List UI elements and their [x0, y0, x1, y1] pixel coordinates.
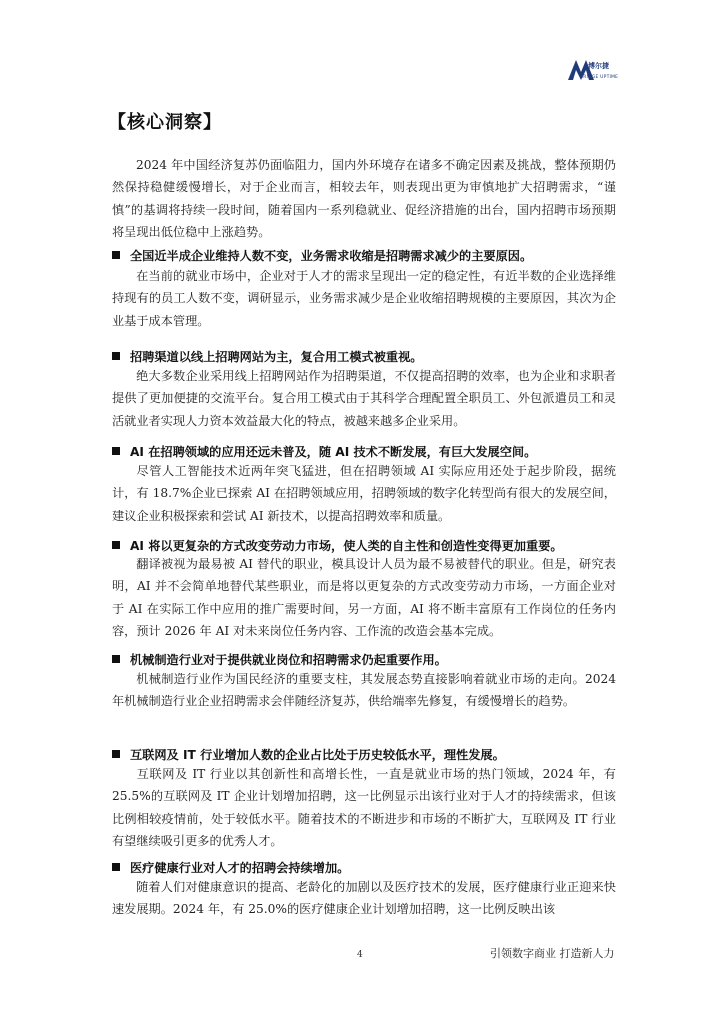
- insight-body: 在当前的就业市场中，企业对于人才的需求呈现出一定的稳定性，有近半数的企业选择维持现有的员工人数不变，调研显示，业务需求减少是企业收缩招聘规模的主要原因，其次为企业基于成本管理。: [112, 269, 616, 328]
- footer-slogan: 引领数字商业 打造新人力: [490, 947, 615, 960]
- section-title: 【核心洞察】: [108, 112, 222, 133]
- insight-body: 机械制造行业作为国民经济的重要支柱，其发展态势直接影响着就业市场的走向。2024 年机械制造行业企业招聘需求会伴随经济复苏，供给端率先修复，有缓慢增长的趋势。: [112, 672, 616, 709]
- bullet-square-icon: [112, 352, 120, 360]
- insight-body: 尽管人工智能技术近两年突飞猛进，但在招聘领域 AI 实际应用还处于起步阶段，据统计，有 18.7%企业已探索 AI 在招聘领域应用，招聘领域的数字化转型尚有很大的发展空间，建议企业积极探索和尝试 AI 新技术，以提高招聘效率和质量。: [112, 464, 616, 523]
- insight-heading: 医疗健康行业对人才的招聘会持续增加。: [112, 859, 622, 876]
- bullet-square-icon: [112, 655, 120, 663]
- insight-body: 绝大多数企业采用线上招聘网站作为招聘渠道，不仅提高招聘的效率，也为企业和求职者提供了更加便捷的交流平台。复合用工模式由于其科学合理配置全职员工、外包派遣员工和灵活就业者实现人力资本效益最大化的特点，被越来越多企业采用。: [112, 369, 616, 428]
- company-logo: [566, 56, 626, 86]
- bullet-square-icon: [112, 251, 120, 259]
- logo-cn-text: 博尔捷: [588, 62, 609, 70]
- insight-body: 翻译被视为最易被 AI 替代的职业，模具设计人员为最不易被替代的职业。但是，研究表明，AI 并不会简单地替代某些职业，而是将以更复杂的方式改变劳动力市场，一方面企业对于 AI 在实际工作中应用的推广需要时间，另一方面，AI 将不断丰富原有工作岗位的任务内容，预计 2026 年 AI 对未来岗位任务内容、工作流的改造会基本完成。: [112, 557, 616, 639]
- bullet-square-icon: [112, 447, 120, 455]
- logo-en-text: BRIDGE UPTIME: [580, 75, 619, 80]
- bullet-square-icon: [112, 863, 120, 871]
- insight-heading: 全国近半成企业维持人数不变，业务需求收缩是招聘需求减少的主要原因。: [112, 247, 622, 264]
- insight-heading: 互联网及 IT 行业增加人数的企业占比处于历史较低水平，理性发展。: [112, 746, 622, 763]
- intro-text: 2024 年中国经济复苏仍面临阻力，国内外环境存在诸多不确定因素及挑战，整体预期仍然保持稳健缓慢增长，对于企业而言，相较去年，则表现出更为审慎地扩大招聘需求，“谨慎”的基调将持续一段时间，随着国内一系列稳就业、促经济措施的出台，国内招聘市场预期将呈现出低位稳中上涨趋势。: [112, 158, 616, 240]
- bullet-square-icon: [112, 750, 120, 758]
- insight-body: 互联网及 IT 行业以其创新性和高增长性，一直是就业市场的热门领域，2024 年，有 25.5%的互联网及 IT 企业计划增加招聘，这一比例显示出该行业对于人才的持续需求，但该比例相较疫情前，处于较低水平。随着技术的不断进步和市场的不断扩大，互联网及 IT 行业有望继续吸引更多的优秀人才。: [112, 767, 616, 849]
- intro-paragraph: [112, 154, 616, 244]
- insight-heading: 机械制造行业对于提供就业岗位和招聘需求仍起重要作用。: [112, 651, 622, 668]
- page-number: 4: [357, 950, 363, 960]
- insight-body: 随着人们对健康意识的提高、老龄化的加剧以及医疗技术的发展，医疗健康行业正迎来快速发展期。2024 年，有 25.0%的医疗健康企业计划增加招聘，这一比例反映出该: [112, 880, 616, 917]
- insight-heading: AI 在招聘领域的应用还远未普及，随 AI 技术不断发展，有巨大发展空间。: [112, 443, 622, 460]
- bullet-square-icon: [112, 541, 120, 549]
- insight-heading: AI 将以更复杂的方式改变劳动力市场，使人类的自主性和创造性变得更加重要。: [112, 537, 622, 554]
- insight-heading: 招聘渠道以线上招聘网站为主，复合用工模式被重视。: [112, 348, 622, 365]
